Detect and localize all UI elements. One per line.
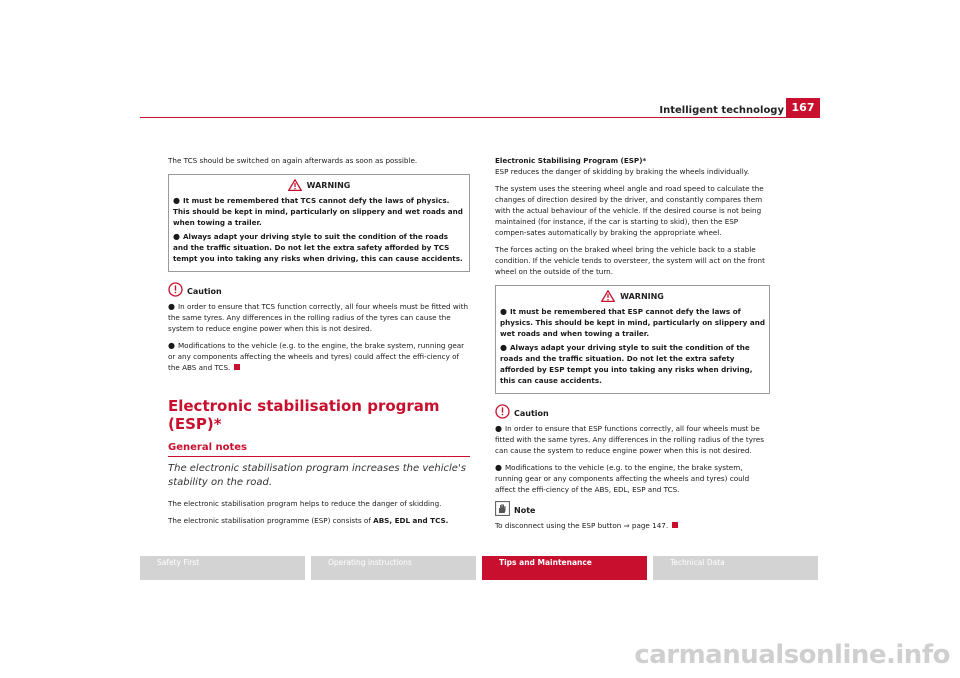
warning-title: WARNING (620, 292, 664, 301)
body-paragraph: The forces acting on the braked wheel bring the vehicle back to a stable condition. If the vehicle tends to oversteer, the system will act on the front wheel on the outside of the turn. (495, 245, 765, 276)
tab-safety-first[interactable]: Safety First (140, 556, 305, 580)
bullet-icon: ● (173, 232, 180, 241)
tcs-warning-box (168, 174, 470, 272)
caution-item: ● In order to ensure that ESP functions correctly, all four wheels must be fitted with the same tyres. Any differences in the rolling radius of the tyres can cause the system to reduce engine power when this is not desired. (495, 424, 764, 455)
tab-technical-data[interactable]: Technical Data (653, 556, 818, 580)
body-paragraph: The electronic stabilisation programme (ESP) consists of ABS, EDL and TCS. (168, 516, 449, 525)
note-title: Note (514, 506, 536, 515)
intro-text: The TCS should be switched on again afterwards as soon as possible. (168, 156, 418, 165)
caution-exclamation-icon (495, 404, 510, 419)
subsection-rule (168, 456, 470, 457)
warning-item: ● Always adapt your driving style to suit the condition of the roads and the traffic situation. Do not let the extra safety afforded by ESP tempt you into taking any risks when driving, this can cause accidents. (500, 343, 753, 385)
esp-warning-box (495, 285, 770, 394)
warning-heading (500, 290, 765, 302)
tab-tips-and-maintenance[interactable]: Tips and Maintenance (482, 556, 647, 580)
end-square-icon (234, 364, 240, 370)
caution-title: Caution (514, 409, 549, 418)
lead-text: The electronic stabilisation program increases the vehicle's stability on the road. (168, 463, 466, 488)
bullet-icon: ● (500, 307, 507, 316)
watermark: carmanualsonline.info (634, 640, 950, 670)
right-column (495, 155, 770, 537)
note-text: To disconnect using the ESP button ⇒ page 147. (495, 520, 770, 531)
bullet-icon: ● (500, 343, 507, 352)
subsection-title: General notes (168, 442, 247, 453)
warning-triangle-icon (601, 290, 615, 302)
bullet-icon: ● (173, 196, 180, 205)
bullet-icon: ● (495, 463, 502, 472)
left-column (168, 155, 470, 532)
warning-item: ● Always adapt your driving style to suit the condition of the roads and the traffic situation. Do not let the extra safety afforded by TCS tempt you into taking any risks when driving, this can cause accidents. (173, 232, 463, 263)
warning-heading (173, 179, 465, 191)
note-hand-icon (495, 501, 510, 516)
bullet-icon: ● (495, 424, 502, 433)
caution-heading (168, 282, 470, 297)
subheading: Electronic Stabilising Program (ESP)* (495, 156, 647, 165)
page-number: 167 (786, 98, 820, 118)
note-heading (495, 501, 770, 516)
bullet-icon: ● (168, 302, 175, 311)
warning-title: WARNING (306, 181, 351, 190)
end-square-icon (672, 522, 678, 528)
bullet-icon: ● (168, 341, 175, 350)
warning-triangle-icon (288, 179, 302, 191)
warning-item: ● It must be remembered that ESP cannot defy the laws of physics. This should be kept in mind, particularly on slippery and wet roads and when towing a trailer. (500, 307, 765, 338)
body-paragraph: The electronic stabilisation program helps to reduce the danger of skidding. (168, 499, 442, 508)
header-rule (140, 117, 820, 118)
section-title: Electronic stabilisation program (ESP)* (168, 397, 440, 433)
tab-operating-instructions[interactable]: Operating instructions (311, 556, 476, 580)
caution-title: Caution (187, 287, 222, 296)
caution-item: ● Modifications to the vehicle (e.g. to the engine, the brake system, running gear or any components affecting the wheels and tyres) could affect the effi-ciency of the ABS and TCS. (168, 341, 465, 372)
body-paragraph: ESP reduces the danger of skidding by braking the wheels individually. (495, 167, 750, 176)
caution-item: ● Modifications to the vehicle (e.g. to the engine, the brake system, running gear or any components affecting the wheels and tyres) could affect the effi-ciency of the ABS, EDL, ESP and TCS. (495, 463, 750, 494)
header-title: Intelligent technology (659, 105, 784, 116)
warning-item: ● It must be remembered that TCS cannot defy the laws of physics. This should be kept in mind, particularly on slippery and wet roads and when towing a trailer. (173, 196, 463, 227)
caution-exclamation-icon (168, 282, 183, 297)
caution-heading (495, 404, 770, 419)
body-paragraph: The system uses the steering wheel angle and road speed to calculate the changes of direction desired by the driver, and constantly compares them with the actual behaviour of the vehicle. If the desired course is not being maintained (for instance, if the car is starting to skid), then the ESP compen-sates automatically by braking the appropriate wheel. (495, 184, 764, 237)
caution-item: ● In order to ensure that TCS function correctly, all four wheels must be fitted with the same tyres. Any differences in the rolling radius of the tyres can cause the system to reduce engine power when this is not desired. (168, 302, 469, 333)
